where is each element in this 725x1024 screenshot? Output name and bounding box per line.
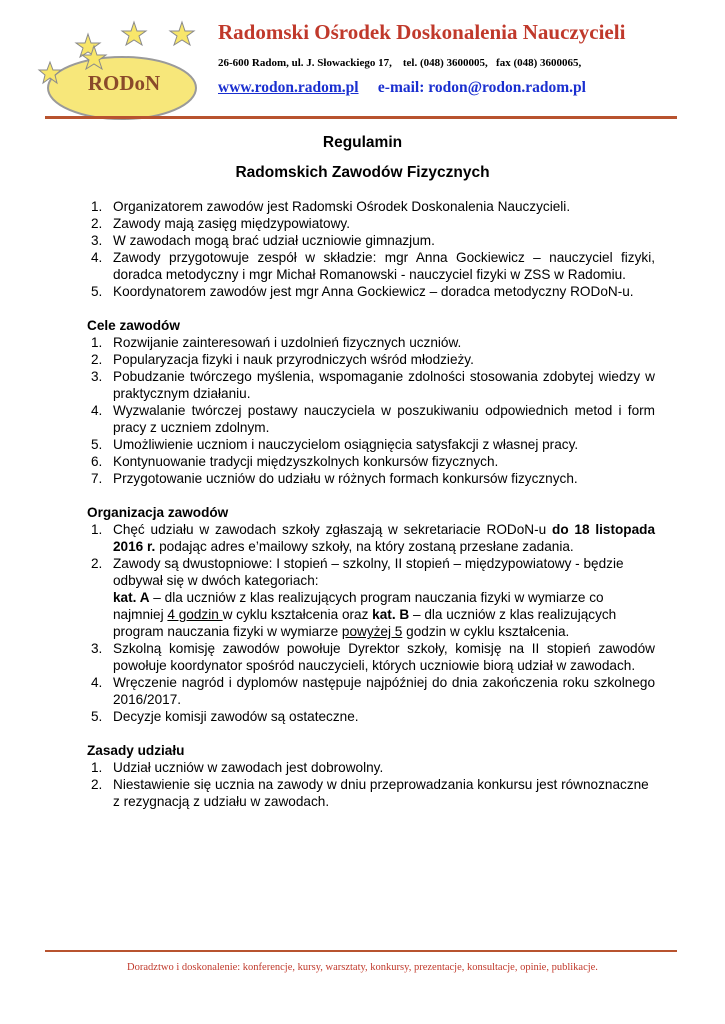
list-item: 4. Wyzwalanie twórczej postawy nauczyciela w poszukiwaniu odpowiednich metod i form pracy z uczniem zdolnym. [91, 403, 655, 435]
org-name: Radomski Ośrodek Doskonalenia Nauczycieli [218, 20, 626, 44]
organization-heading: Organizacja zawodów [87, 505, 229, 520]
deadline: do 18 listopada 2016 r. [113, 522, 656, 554]
list-item: 2. Zawody mają zasięg międzypowiatowy. [91, 216, 350, 231]
category-a: kat. A [113, 590, 150, 605]
list-item: 1. Rozwijanie zainteresowań i uzdolnień fizycznych uczniów. [91, 335, 462, 350]
doc-body [87, 198, 655, 810]
doc-title: Regulamin [322, 134, 403, 151]
list-item: 5. Koordynatorem zawodów jest mgr Anna Gockiewicz – doradca metodyczny RODoN-u. [91, 284, 634, 299]
list-item: 2. Niestawienie się ucznia na zawody w dniu przeprowadzania konkursu jest równoznaczne z rezygnacją z udziału w zawodach. [91, 777, 649, 809]
list-item: 3. Szkolną komisję zawodów powołuje Dyrektor szkoły, komisję na II stopień zawodów powołuje koordynator spośród nauczycieli, których uczniowie biorą udział w zawodach. [91, 641, 655, 673]
hours-b: powyżej 5 [341, 624, 403, 639]
list-item: 5. Umożliwienie uczniom i nauczycielom osiągnięcia satysfakcji z własnej pracy. [91, 437, 579, 452]
address: 26-600 Radom, ul. J. Słowackiego 17, tel. (048) 3600005, fax (048) 3600065, [218, 57, 582, 69]
category-b: kat. B [372, 607, 410, 622]
list-item: 6. Kontynuowanie tradycji międzyszkolnych konkursów fizycznych. [91, 454, 499, 469]
list-item: 2. Zawody są dwustopniowe: I stopień – szkolny, II stopień – międzypowiatowy - będzie odbywał się w dwóch kategoriach: kat. A – dla uczniów z klas realizujących program nauczania fizyki w wymiarze co najmniej 4 godzin w cyklu kształcenia oraz kat. B – dla uczniów z klas realizujących program nauczania fizyki w wymiarze powyżej 5 godzin w cyklu kształcenia. [91, 556, 624, 639]
rodon-logo [36, 20, 211, 120]
doc-subtitle: Radomskich Zawodów Fizycznych [235, 164, 490, 181]
list-item: 3. W zawodach mogą brać udział uczniowie gimnazjum. [91, 233, 435, 248]
list-item: 1. Chęć udziału w zawodach szkoły zgłaszają w sekretariacie RODoN-u do 18 listopada 2016 r. podając adres e’mailowy szkoły, na który zostaną przesłane zadania. [91, 522, 656, 554]
contact-line [218, 79, 586, 97]
rules-heading: Zasady udziału [87, 743, 185, 758]
header-divider [45, 116, 677, 119]
list-item: 3. Pobudzanie twórczego myślenia, wspomaganie zdolności stosowania zdobytej wiedzy w praktycznym działaniu. [91, 369, 655, 401]
rules-list [87, 759, 655, 810]
list-item: 4. Zawody przygotowuje zespół w składzie: mgr Anna Gockiewicz – nauczyciel fizyki, doradca metodyczny i mgr Michał Romanowski - nauczyciel fizyki w ZSS w Radomiu. [91, 250, 655, 282]
footer-text: Doradztwo i doskonalenie: konferencje, kursy, warsztaty, konkursy, prezentacje, konsultacje, opinie, publikacje. [127, 962, 598, 973]
list-item: 1. Udział uczniów w zawodach jest dobrowolny. [91, 760, 384, 775]
goals-list [87, 334, 655, 487]
star-icon [122, 22, 146, 45]
list-item: 5. Decyzje komisji zawodów są ostateczne. [91, 709, 359, 724]
list-item: 7. Przygotowanie uczniów do udziału w różnych formach konkursów fizycznych. [91, 471, 578, 486]
organization-list [87, 521, 655, 725]
website-link[interactable]: www.rodon.radom.pl [218, 79, 359, 96]
intro-list [87, 198, 655, 300]
list-item: 1. Organizatorem zawodów jest Radomski Ośrodek Doskonalenia Nauczycieli. [91, 199, 571, 214]
list-item: 2. Popularyzacja fizyki i nauk przyrodniczych wśród młodzieży. [91, 352, 474, 367]
star-icon [170, 22, 194, 45]
logo-text: RODoN [87, 71, 161, 95]
goals-heading: Cele zawodów [87, 318, 180, 333]
hours-a: 4 godzin [167, 607, 223, 622]
list-item: 4. Wręczenie nagród i dyplomów następuje najpóźniej do dnia zakończenia roku szkolnego 2016/2017. [91, 675, 655, 707]
email-link[interactable]: e-mail: rodon@rodon.radom.pl [377, 79, 586, 96]
footer-divider [45, 950, 677, 952]
